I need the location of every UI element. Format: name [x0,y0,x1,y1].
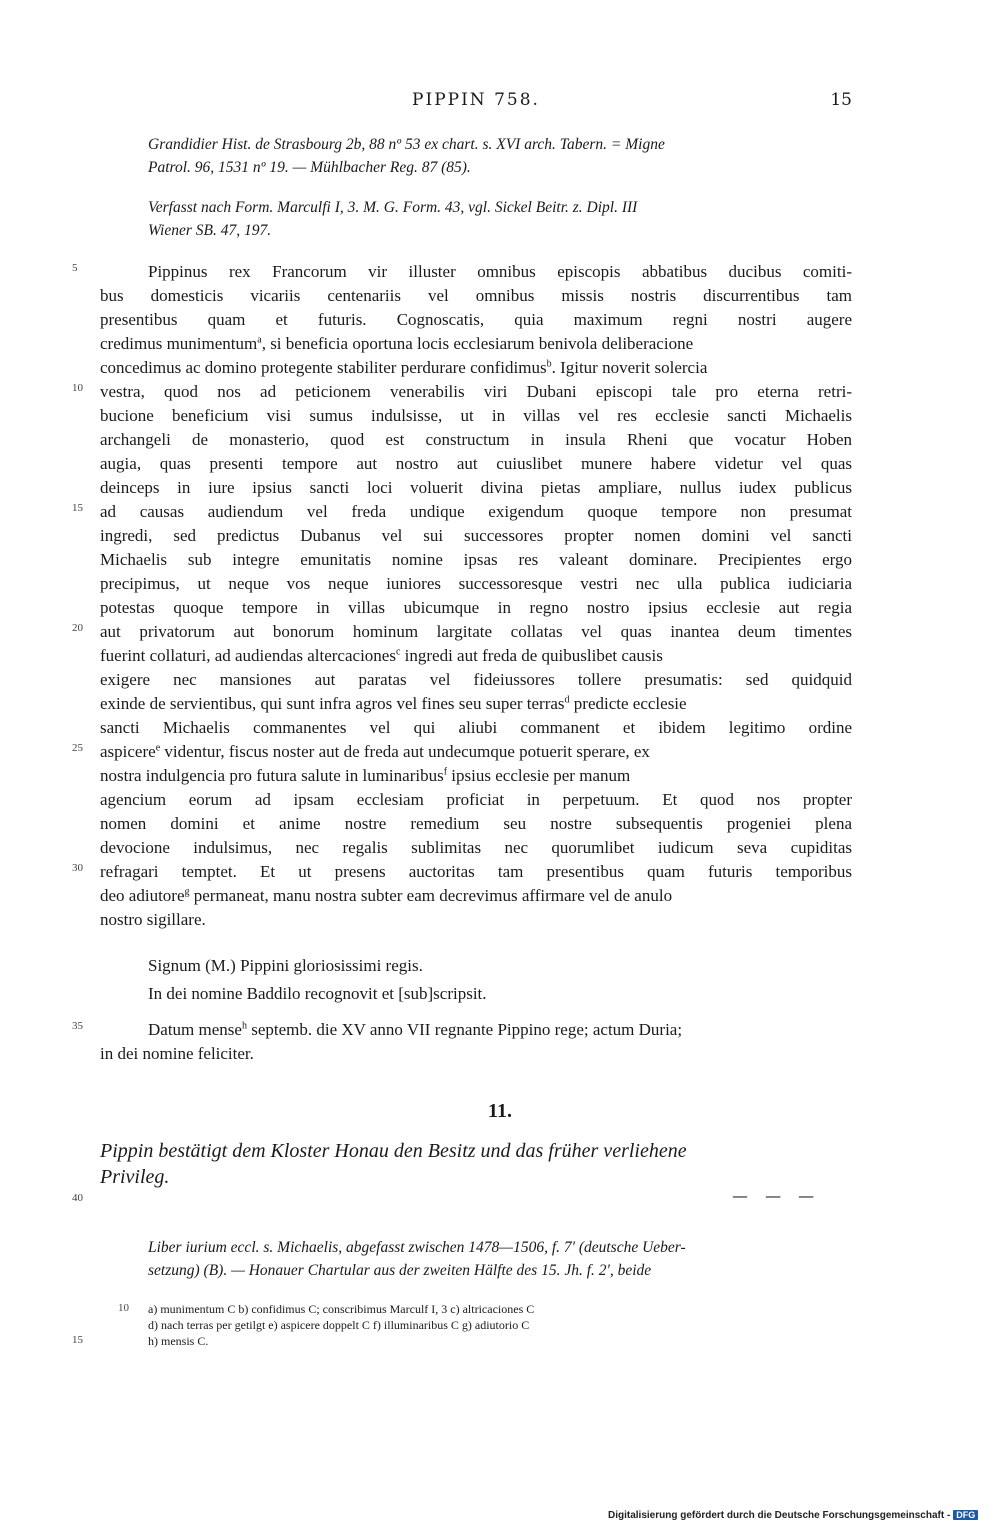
composition-note [148,196,852,242]
text-line: concedimus ac domino protegente stabiliter perdurare confidimus$^b$. Igitur noverit solercia [100,358,708,377]
text-line: Michaelis sub integre emunitatis nomine ipsas res valeant dominare. Precipientes ergo [100,550,852,569]
text-line: bucione beneficium visi sumus indulsisse, ut in villas vel res ecclesie sancti Michaelis [100,406,852,425]
footnote-line: 10 a) munimentum C b) confidimus C; conscribimus Marculf I, 3 c) altricaciones C [118,1302,535,1316]
text-line: precipimus, ut neque vos neque iuniores successoresque vestri nec ulla publica iudiciaria [100,574,852,593]
datum-line: in dei nomine feliciter. [100,1044,254,1063]
footnote-mark: b [546,358,552,370]
dfg-credit [608,1510,978,1521]
text-line: 20 aut privatorum aut bonorum hominum largitate collatas vel quas inantea deum timentes [72,622,852,641]
text-line: ingredi, sed predictus Dubanus vel sui successores propter nomen domini vel sancti [100,526,852,545]
line-number: 10 [118,1302,129,1314]
line-number: 10 [72,382,83,394]
text-line: credimus munimentum$^a$, si beneficia oportuna locis ecclesiarum benivola deliberacione [100,334,694,353]
line-number: 15 [72,502,83,514]
footnote-mark: e [155,742,161,754]
datum-line: 35 Datum mense$^h$ septemb. die XV anno VII regnante Pippino rege; actum Duria; [72,1020,683,1039]
page-number: 15 [830,90,852,110]
text-line: nostro sigillare. [100,910,206,929]
signum: Signum (M.) Pippini gloriosissimi regis. [148,956,423,975]
line-number: 15 [72,1334,83,1346]
text-line: augia, quas presenti tempore aut nostro aut cuiuslibet munere habere videtur vel quas [100,454,852,473]
text-line: 30 refragari temptet. Et ut presens auctoritas tam presentibus quam futuris temporibus [72,862,852,881]
separator-dashes: — — — [732,1186,821,1205]
liber-note-line: Liber iurium eccl. s. Michaelis, abgefasst zwischen 1478—1506, f. 7' (deutsche Ueber- [148,1239,686,1256]
footnote-mark: g [184,886,190,898]
text-line: nostra indulgencia pro futura salute in luminaribus$^f$ ipsius ecclesie per manum [100,766,631,785]
footnote-mark: f [443,766,448,778]
text-line: potestas quoque tempore in villas ubicumque in regno nostro ipsius ecclesie aut regia [100,598,852,617]
text-line: deinceps in iure ipsius sancti loci voluerit divina pietas ampliare, nullus iudex publicus [100,478,852,497]
charter-title-line: Privileg. [100,1166,170,1188]
source-note-line: Grandidier Hist. de Strasbourg 2b, 88 nº 53 ex chart. s. XVI arch. Tabern. = Migne [148,136,665,153]
dfg-logo: DFG [953,1510,978,1520]
composition-note-line: Verfasst nach Form. Marculfi I, 3. M. G. Form. 43, vgl. Sickel Beitr. z. Dipl. III [148,199,638,216]
text-line: bus domesticis vicariis centenariis vel omnibus missis nostris discurrentibus tam [100,286,852,305]
text-line: fuerint collaturi, ad audiendas altercaciones$^c$ ingredi aut freda de quibuslibet causis [100,646,663,665]
text-line: deo adiutore$^g$ permaneat, manu nostra subter eam decrevimus affirmare vel de anulo [100,886,673,905]
text-line: sancti Michaelis commanentes vel qui aliubi commanent et ibidem legitimo ordine [100,718,852,737]
footnote-mark: a [257,334,262,346]
source-note [148,133,852,179]
text-line: 15 ad causas audiendum vel freda undique exigendum quoque tempore non presumat [72,502,852,521]
composition-note-line: Wiener SB. 47, 197. [148,222,272,239]
text-line: devocione indulsimus, nec regalis sublimitas nec quorumlibet iudicum seva cupiditas [100,838,852,857]
line-number: 40 [72,1192,83,1204]
footnote-line: d) nach terras per getilgt e) aspicere doppelt C f) illuminaribus C g) adiutorio C [148,1318,530,1332]
text-line: presentibus quam et futuris. Cognoscatis, quia maximum regni nostri augere [100,310,852,329]
line-number: 5 [72,262,78,274]
source-note-line: Patrol. 96, 1531 nº 19. — Mühlbacher Reg. 87 (85). [148,159,471,176]
line-number: 30 [72,862,83,874]
text-line: archangeli de monasterio, quod est constructum in insula Rheni que vocatur Hoben [100,430,852,449]
text-line: exigere nec mansiones aut paratas vel fideiussores tollere presumatis: sed quidquid [100,670,852,689]
charter-title-line: Pippin bestätigt dem Kloster Honau den Besitz und das früher verliehene [100,1140,687,1162]
footnote-mark: c [395,646,401,658]
footnote-line: 15 h) mensis C. [72,1334,209,1348]
footnote-mark: h [241,1020,247,1032]
recognition: In dei nomine Baddilo recognovit et [sub]scripsit. [148,984,487,1003]
footnote-mark: d [564,694,570,706]
liber-note-line: setzung) (B). — Honauer Chartular aus der zweiten Hälfte des 15. Jh. f. 2', beide [148,1262,652,1279]
line-number: 25 [72,742,83,754]
text-line: 25 aspicere$^e$ videntur, fiscus noster aut de freda aut undecumque potuerit sperare, ex [72,742,650,761]
text-line: exinde de servientibus, qui sunt infra agros vel fines seu super terras$^d$ predicte ecclesie [100,694,687,713]
dfg-credit-text: Digitalisierung gefördert durch die Deutsche Forschungsgemeinschaft - [608,1510,951,1521]
liber-note [148,1236,852,1282]
running-title: PIPPIN 758. [412,90,540,110]
line-number: 35 [72,1020,83,1032]
text-line: 5 Pippinus rex Francorum vir illuster omnibus episcopis abbatibus ducibus comiti- [72,262,852,281]
charter-title [100,1138,852,1190]
charter-number: 11. [488,1100,512,1122]
text-line: agencium eorum ad ipsam ecclesiam proficiat in perpetuum. Et quod nos propter [100,790,852,809]
line-number: 20 [72,622,83,634]
text-line: nomen domini et anime nostre remedium seu nostre subsequentis progeniei plena [100,814,852,833]
running-head [100,90,852,114]
text-line: 10 vestra, quod nos ad peticionem venerabilis viri Dubani episcopi tale pro eterna retri- [72,382,852,401]
